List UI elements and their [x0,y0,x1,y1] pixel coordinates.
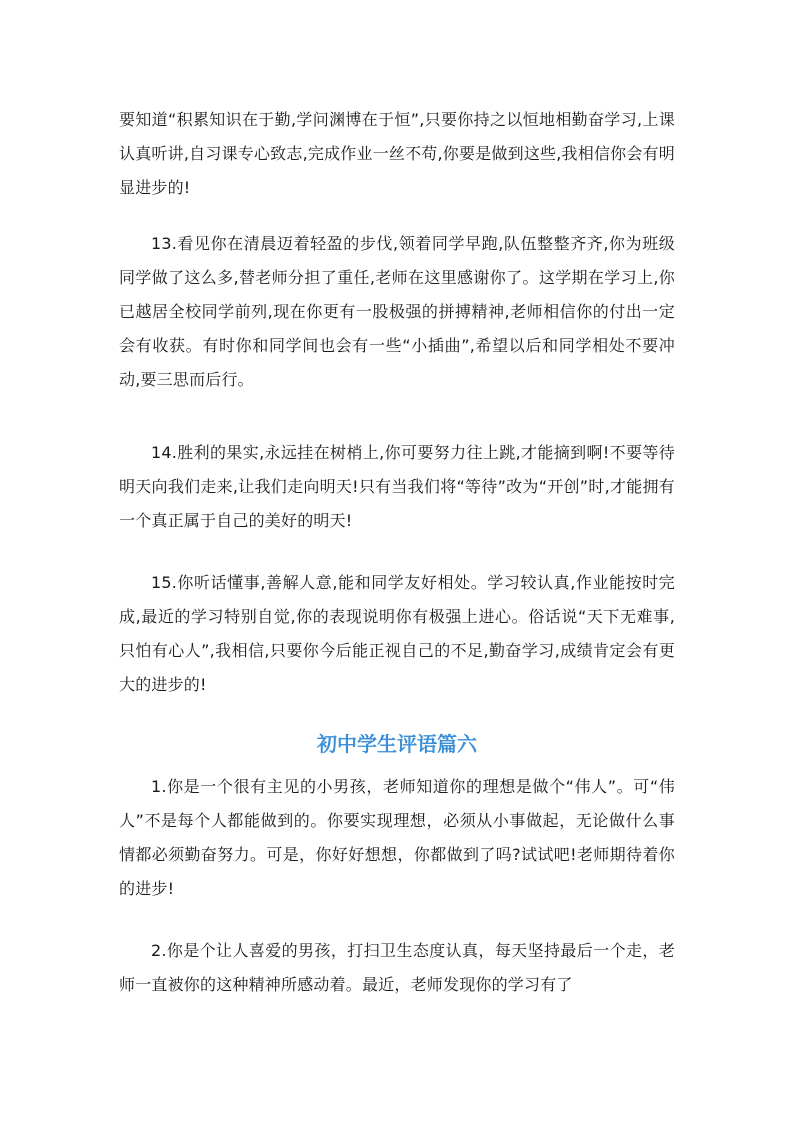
paragraph-13: 13.看见你在清晨迈着轻盈的步伐,领着同学早跑,队伍整整齐齐,你为班级同学做了这么多,替老师分担了重任,老师在这里感谢你了。这学期在学习上,你已越居全校同学前列,现在你更有一股极强的拼搏精神,老师相信你的付出一定会有收获。有时你和同学间也会有一些“小插曲”,希望以后和同学相处不要冲动,要三思而后行。 [119,234,675,389]
paragraph-14: 14.胜利的果实,永远挂在树梢上,你可要努力往上跳,才能摘到啊!不要等待明天向我们走来,让我们走向明天!只有当我们将“等待”改为“开创”时,才能拥有一个真正属于自己的美好的明天! [119,443,675,530]
paragraph-6-1: 1.你是一个很有主见的小男孩，老师知道你的理想是做个“伟人”。可“伟人”不是每个人都能做到的。你要实现理想，必须从小事做起，无论做什么事情都必须勤奋努力。可是，你好好想想，你都做到了吗?试试吧!老师期待着你的进步! [119,777,675,898]
section-title: 初中学生评语篇六 [317,732,477,756]
paragraph-continuation: 要知道“积累知识在于勤,学问渊博在于恒”,只要你持之以恒地相勤奋学习,上课认真听讲,自习课专心致志,完成作业一丝不苟,你要是做到这些,我相信你会有明显进步的! [119,110,675,197]
paragraph-6-2: 2.你是个让人喜爱的男孩，打扫卫生态度认真，每天坚持最后一个走，老师一直被你的这种精神所感动着。最近，老师发现你的学习有了 [119,941,675,994]
paragraph-15: 15.你听话懂事,善解人意,能和同学友好相处。学习较认真,作业能按时完成,最近的学习特别自觉,你的表现说明你有极强上进心。俗话说“天下无难事,只怕有心人”,我相信,只要你今后能正视自己的不足,勤奋学习,成绩肯定会有更大的进步的! [119,573,675,694]
